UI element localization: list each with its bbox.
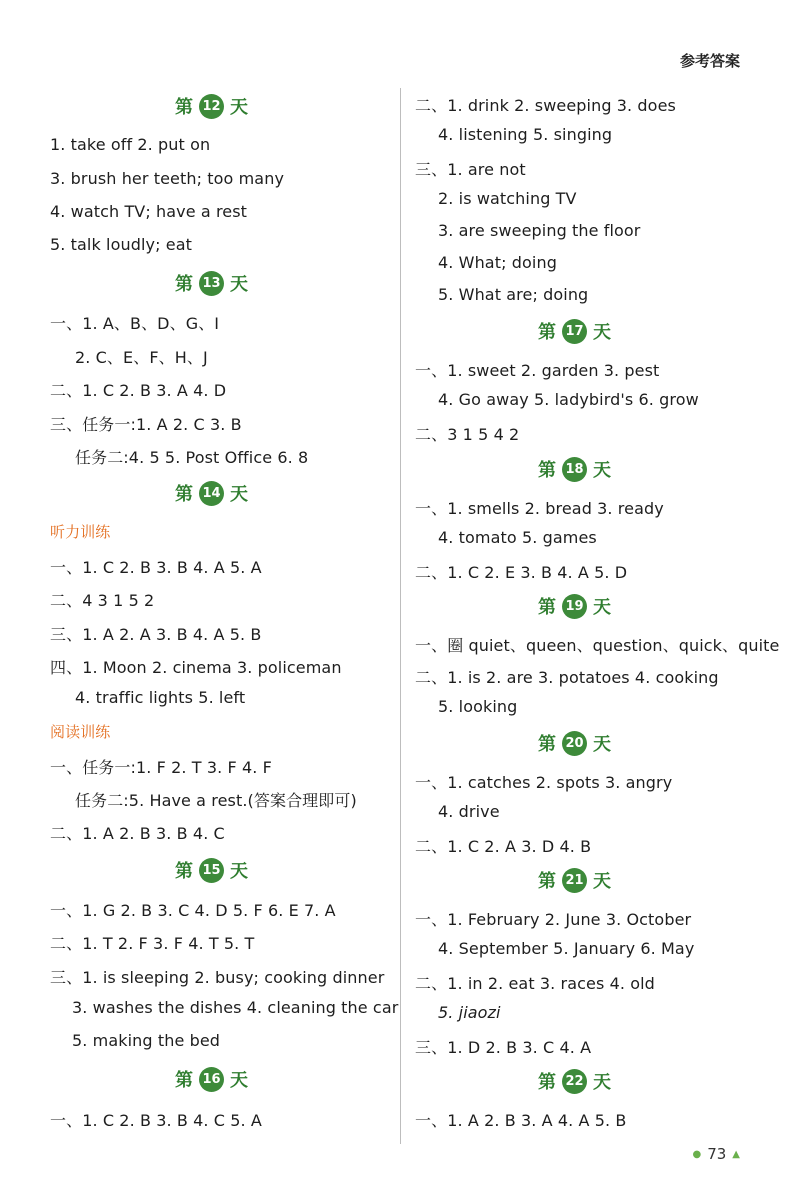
leaf-icon: ●	[692, 1148, 702, 1160]
answer-line: 二、1. A 2. B 3. B 4. C	[50, 824, 225, 843]
answer-line: 二、1. T 2. F 3. F 4. T 5. T	[50, 934, 255, 953]
answer-line: 2. C、E、F、H、J	[75, 348, 208, 367]
day-suffix: 天	[593, 460, 611, 481]
page-number-text: 73	[707, 1145, 727, 1163]
day-20-heading	[538, 730, 611, 756]
answer-line: 三、1. is sleeping 2. busy; cooking dinner	[50, 968, 385, 987]
answer-line: 5. talk loudly; eat	[50, 235, 192, 254]
answer-line: 二、1. C 2. A 3. D 4. B	[415, 837, 592, 856]
day-prefix: 第	[175, 484, 193, 505]
day-number-badge: 20	[562, 731, 587, 756]
day-12-heading	[175, 93, 248, 119]
day-prefix: 第	[175, 274, 193, 295]
section-label-reading: 阅读训练	[50, 723, 111, 741]
day-suffix: 天	[593, 322, 611, 343]
answer-line: 5. jiaozi	[438, 1003, 501, 1022]
day-suffix: 天	[593, 871, 611, 892]
answer-line: 1. take off 2. put on	[50, 135, 211, 154]
answer-line: 3. are sweeping the floor	[438, 221, 641, 240]
day-suffix: 天	[230, 97, 248, 118]
day-number-badge: 21	[562, 868, 587, 893]
answer-line: 一、任务一:1. F 2. T 3. F 4. F	[50, 758, 272, 777]
answer-line: 二、3 1 5 4 2	[415, 425, 520, 444]
day-16-heading	[175, 1066, 248, 1092]
day-number-badge: 16	[199, 1067, 224, 1092]
answer-line: 4. Go away 5. ladybird's 6. grow	[438, 390, 699, 409]
answer-line: 4. tomato 5. games	[438, 528, 597, 547]
day-14-heading	[175, 480, 248, 506]
answer-line: 4. watch TV; have a rest	[50, 202, 248, 221]
day-number-badge: 19	[562, 594, 587, 619]
day-prefix: 第	[538, 460, 556, 481]
day-prefix: 第	[175, 97, 193, 118]
answer-line: 一、1. A 2. B 3. A 4. A 5. B	[415, 1111, 627, 1130]
day-number-badge: 12	[199, 94, 224, 119]
answer-line: 二、1. in 2. eat 3. races 4. old	[415, 974, 655, 993]
answer-line: 4. listening 5. singing	[438, 125, 613, 144]
day-21-heading	[538, 867, 611, 893]
answer-line: 一、1. catches 2. spots 3. angry	[415, 773, 673, 792]
answer-line: 一、1. February 2. June 3. October	[415, 910, 692, 929]
answer-line: 一、1. smells 2. bread 3. ready	[415, 499, 664, 518]
answer-line: 4. What; doing	[438, 253, 557, 272]
day-prefix: 第	[538, 734, 556, 755]
day-suffix: 天	[230, 274, 248, 295]
answer-line: 4. traffic lights 5. left	[75, 688, 246, 707]
answer-line: 4. drive	[438, 802, 500, 821]
answer-line: 4. September 5. January 6. May	[438, 939, 695, 958]
day-suffix: 天	[230, 1070, 248, 1091]
answer-line: 3. brush her teeth; too many	[50, 169, 285, 188]
day-number-badge: 17	[562, 319, 587, 344]
answer-line: 一、1. G 2. B 3. C 4. D 5. F 6. E 7. A	[50, 901, 336, 920]
answer-line: 二、4 3 1 5 2	[50, 591, 155, 610]
answer-line: 二、1. drink 2. sweeping 3. does	[415, 96, 676, 115]
day-15-heading	[175, 857, 248, 883]
page-header-title: 参考答案	[679, 52, 740, 70]
day-suffix: 天	[593, 1072, 611, 1093]
day-suffix: 天	[593, 597, 611, 618]
day-prefix: 第	[538, 871, 556, 892]
answer-line: 二、1. C 2. B 3. A 4. D	[50, 381, 227, 400]
answer-line: 三、任务一:1. A 2. C 3. B	[50, 415, 242, 434]
answer-line: 二、1. is 2. are 3. potatoes 4. cooking	[415, 668, 719, 687]
day-prefix: 第	[538, 322, 556, 343]
day-number-badge: 13	[199, 271, 224, 296]
answer-line: 一、1. A、B、D、G、I	[50, 314, 220, 333]
answer-line: 任务二:4. 5 5. Post Office 6. 8	[75, 448, 309, 467]
answer-line: 5. What are; doing	[438, 285, 589, 304]
section-label-listening: 听力训练	[50, 523, 111, 541]
day-22-heading	[538, 1068, 611, 1094]
answer-line: 二、1. C 2. E 3. B 4. A 5. D	[415, 563, 628, 582]
day-number-badge: 15	[199, 858, 224, 883]
day-number-badge: 22	[562, 1069, 587, 1094]
answer-line: 一、1. sweet 2. garden 3. pest	[415, 361, 660, 380]
answer-line: 一、1. C 2. B 3. B 4. C 5. A	[50, 1111, 262, 1130]
day-suffix: 天	[230, 484, 248, 505]
day-suffix: 天	[593, 734, 611, 755]
answer-line: 2. is watching TV	[438, 189, 577, 208]
page-number	[692, 1145, 740, 1163]
day-number-badge: 18	[562, 457, 587, 482]
answer-line: 三、1. D 2. B 3. C 4. A	[415, 1038, 592, 1057]
answer-line: 三、1. are not	[415, 160, 526, 179]
day-prefix: 第	[538, 1072, 556, 1093]
answer-line: 一、1. C 2. B 3. B 4. A 5. A	[50, 558, 262, 577]
answer-line: 3. washes the dishes 4. cleaning the car	[72, 998, 399, 1017]
day-13-heading	[175, 270, 248, 296]
day-prefix: 第	[538, 597, 556, 618]
day-19-heading	[538, 593, 611, 619]
column-divider	[400, 88, 401, 1144]
answer-line: 5. making the bed	[72, 1031, 221, 1050]
day-17-heading	[538, 318, 611, 344]
day-prefix: 第	[175, 1070, 193, 1091]
day-prefix: 第	[175, 861, 193, 882]
answer-line: 四、1. Moon 2. cinema 3. policeman	[50, 658, 342, 677]
day-18-heading	[538, 456, 611, 482]
answer-line: 三、1. A 2. A 3. B 4. A 5. B	[50, 625, 262, 644]
answer-line: 任务二:5. Have a rest.(答案合理即可)	[75, 791, 357, 810]
leaf-icon: ▲	[732, 1148, 740, 1160]
day-number-badge: 14	[199, 481, 224, 506]
day-suffix: 天	[230, 861, 248, 882]
answer-line: 5. looking	[438, 697, 518, 716]
answer-line: 一、圈 quiet、queen、question、quick、quite	[415, 636, 780, 655]
